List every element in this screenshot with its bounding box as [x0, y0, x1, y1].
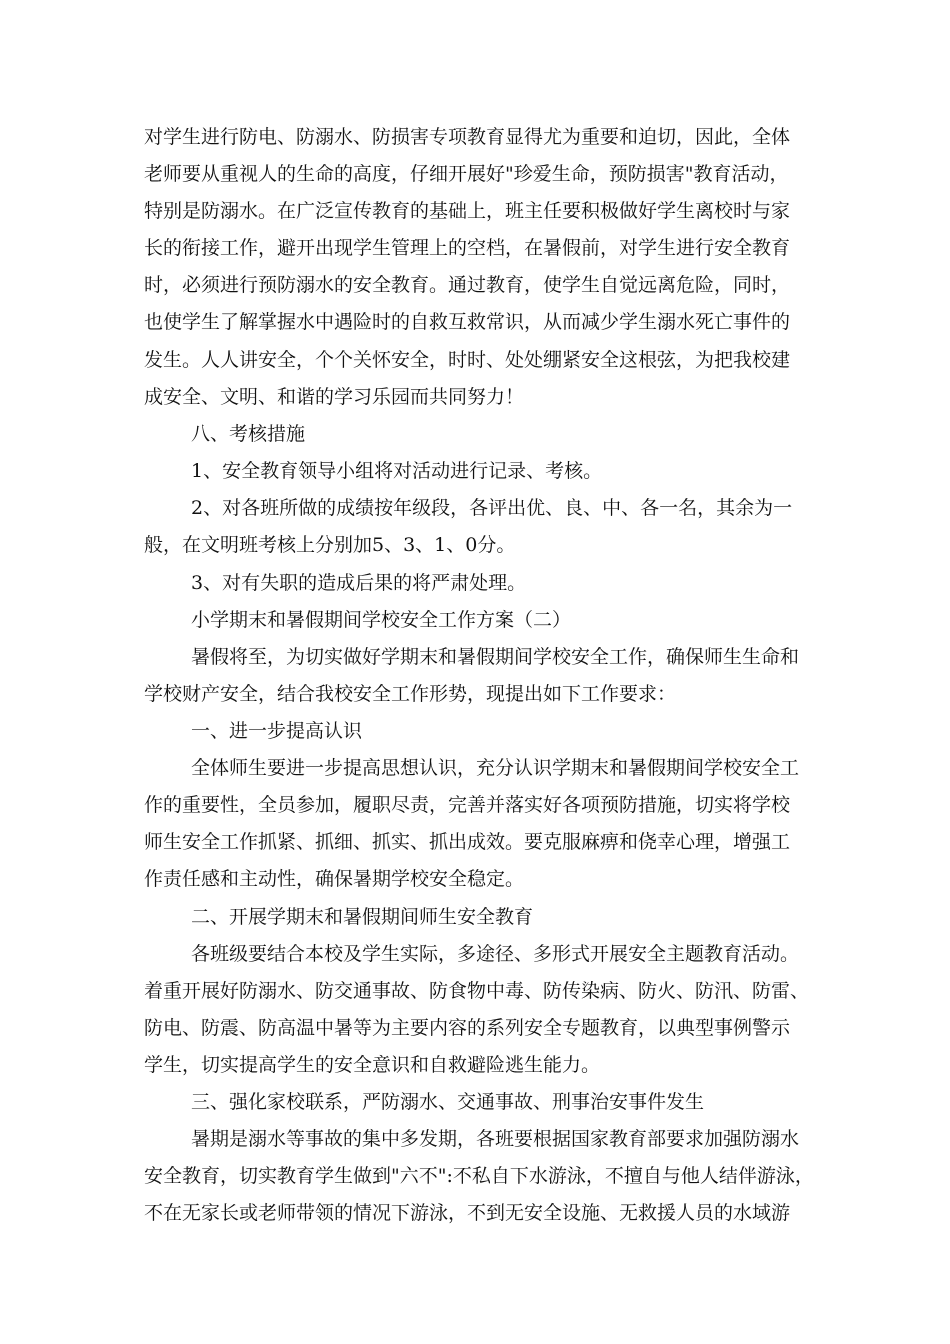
body-text-line: 老师要从重视人的生命的高度，仔细开展好"珍爱生命，预防损害"教育活动， — [144, 163, 789, 185]
body-text-line: 着重开展好防溺水、防交通事故、防食物中毒、防传染病、防火、防汛、防雷、 — [144, 980, 810, 1002]
section-heading: 二、开展学期末和暑假期间师生安全教育 — [191, 906, 534, 928]
body-text-line: 成安全、文明、和谐的学习乐园而共同努力！ — [144, 386, 525, 408]
body-text-line: 特别是防溺水。在广泛宣传教育的基础上，班主任要积极做好学生离校时与家 — [144, 200, 791, 222]
body-text-line: 学生，切实提高学生的安全意识和自救避险逃生能力。 — [144, 1054, 601, 1076]
body-text-line: 防电、防震、防高温中暑等为主要内容的系列安全专题教育，以典型事例警示 — [144, 1017, 791, 1039]
body-text-line: 时，必须进行预防溺水的安全教育。通过教育，使学生自觉远离危险，同时， — [144, 274, 791, 296]
section-heading: 八、考核措施 — [191, 423, 306, 445]
body-text-line: 各班级要结合本校及学生实际，多途径、多形式开展安全主题教育活动。 — [191, 943, 800, 965]
body-text-line: 学校财产安全，结合我校安全工作形势，现提出如下工作要求： — [144, 683, 677, 705]
body-text-line: 发生。人人讲安全，个个关怀安全，时时、处处绷紧安全这根弦，为把我校建 — [144, 349, 791, 371]
body-text-line: 作的重要性，全员参加，履职尽责，完善并落实好各项预防措施，切实将学校 — [144, 794, 791, 816]
body-text-line: 暑假将至，为切实做好学期末和暑假期间学校安全工作，确保师生生命和 — [191, 646, 800, 668]
body-text-line: 师生安全工作抓紧、抓细、抓实、抓出成效。要克服麻痹和侥幸心理，增强工 — [144, 831, 791, 853]
body-text-line: 不在无家长或老师带领的情况下游泳，不到无安全设施、无救援人员的水域游 — [144, 1202, 791, 1224]
body-text-line: 对学生进行防电、防溺水、防损害专项教育显得尤为重要和迫切，因此，全体 — [144, 126, 791, 148]
section-heading: 三、强化家校联系，严防溺水、交通事故、刑事治安事件发生 — [191, 1091, 705, 1113]
body-text-line: 安全教育，切实教育学生做到"六不":不私自下水游泳，不擅自与他人结伴游泳， — [144, 1165, 814, 1187]
body-text-line: 3、对有失职的造成后果的将严肃处理。 — [191, 572, 527, 594]
body-text-line: 作责任感和主动性，确保暑期学校安全稳定。 — [144, 868, 525, 890]
body-text-line: 全体师生要进一步提高思想认识，充分认识学期末和暑假期间学校安全工 — [191, 757, 800, 779]
section-heading: 一、进一步提高认识 — [191, 720, 363, 742]
body-text-line: 2、对各班所做的成绩按年级段，各评出优、良、中、各一名，其余为一 — [191, 497, 793, 519]
body-text-line: 长的衔接工作，避开出现学生管理上的空档，在暑假前，对学生进行安全教育 — [144, 237, 791, 259]
body-text-line: 般，在文明班考核上分别加5、3、1、0分。 — [144, 534, 516, 556]
document-title: 小学期末和暑假期间学校安全工作方案（二） — [191, 609, 572, 631]
body-text-line: 也使学生了解掌握水中遇险时的自救互救常识，从而减少学生溺水死亡事件的 — [144, 311, 791, 333]
body-text-line: 暑期是溺水等事故的集中多发期，各班要根据国家教育部要求加强防溺水 — [191, 1128, 800, 1150]
body-text-line: 1、安全教育领导小组将对活动进行记录、考核。 — [191, 460, 603, 482]
